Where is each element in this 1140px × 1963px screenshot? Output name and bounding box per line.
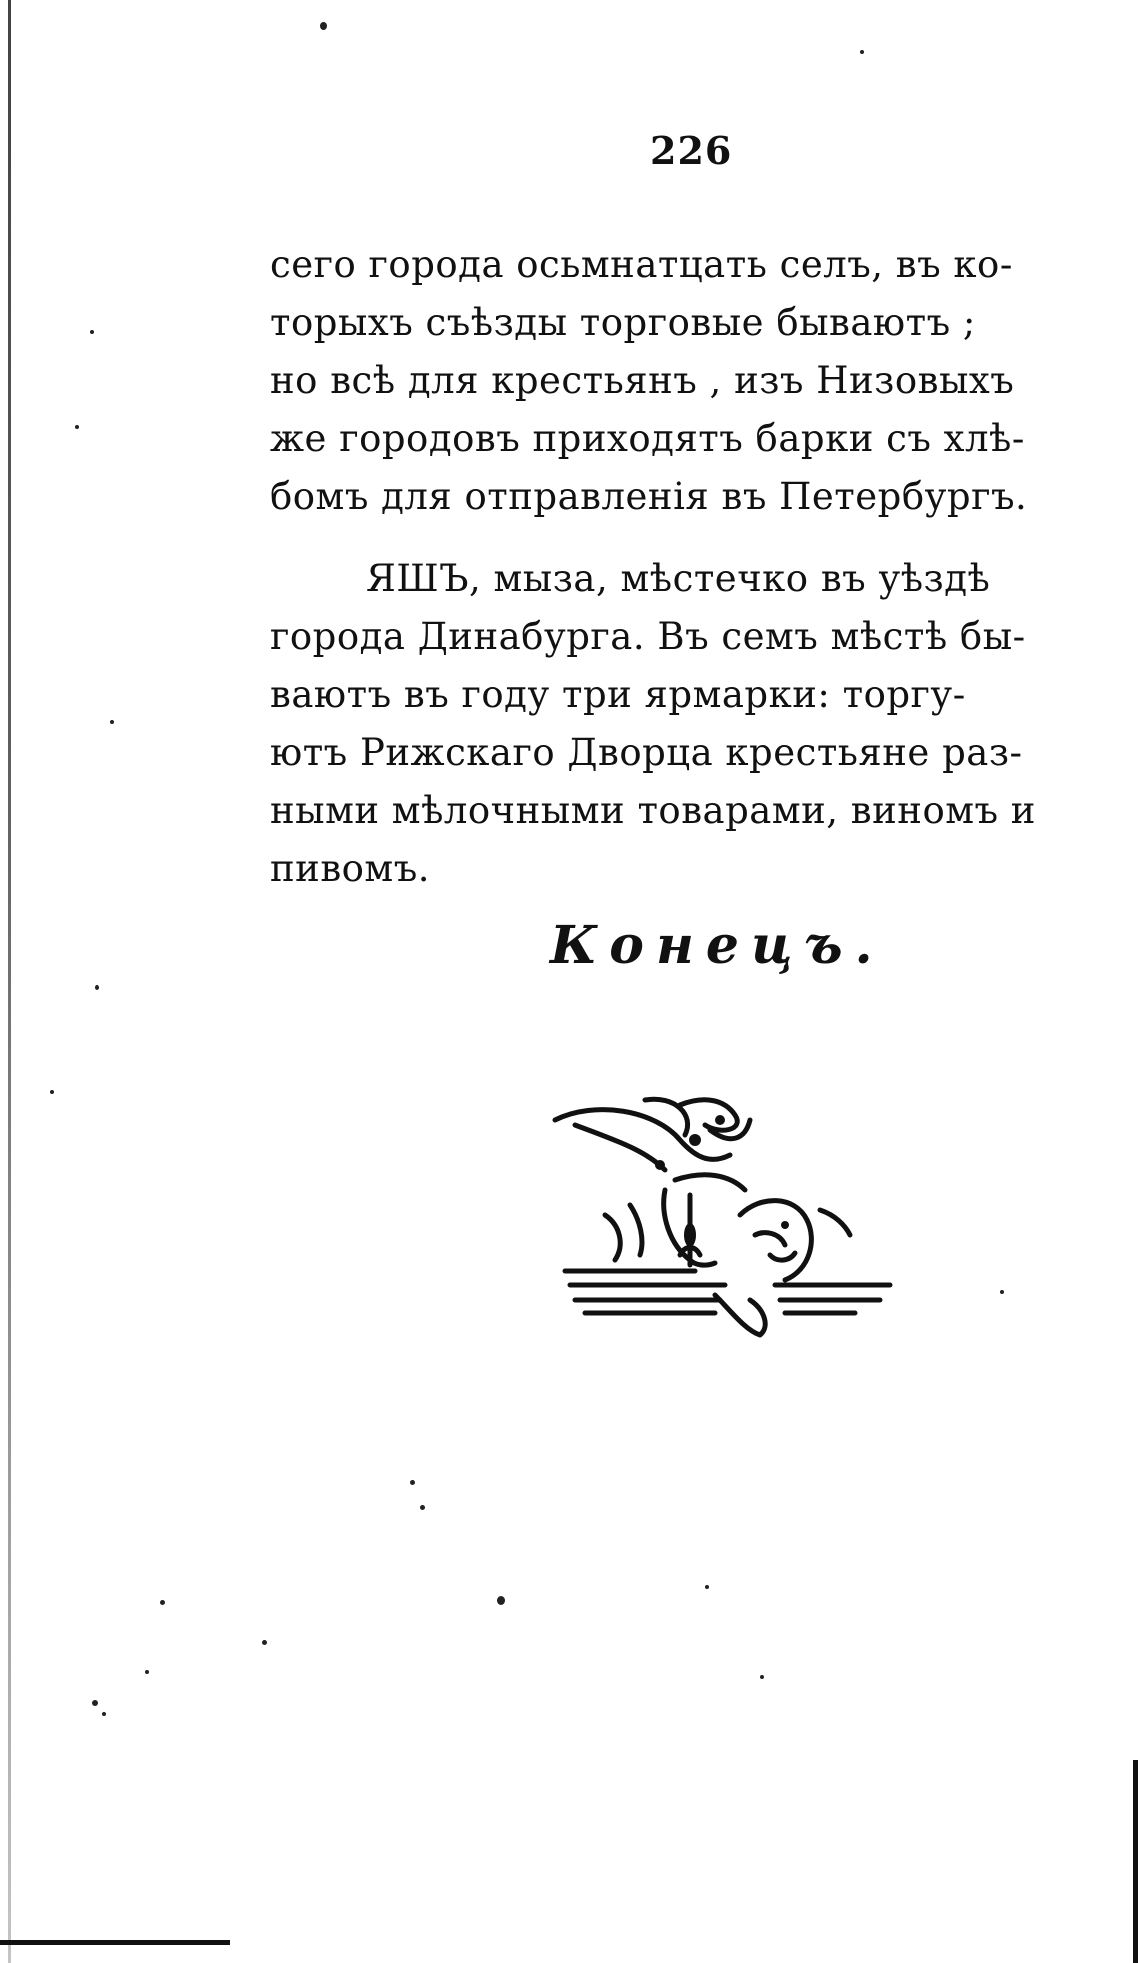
paragraph-2 (270, 550, 1100, 898)
text-line: но всѣ для крестьянъ , изъ Низовыхъ (270, 359, 1015, 402)
text-line: же городовъ приходятъ барки съ хлѣ- (270, 417, 1025, 460)
scan-speck (90, 330, 94, 334)
scan-edge-right (1133, 1760, 1138, 1963)
scan-speck (92, 1700, 98, 1706)
scan-speck (110, 720, 114, 724)
scan-speck (860, 50, 864, 54)
text-line: ваютъ въ году три ярмарки: торгу- (270, 673, 966, 716)
page-number: 226 (650, 128, 733, 173)
vignette-ornament-icon (545, 1095, 930, 1340)
text-line: сего города осьмнатцать селъ, въ ко- (270, 243, 1013, 286)
text-line: пивомъ. (270, 847, 431, 890)
text-line: бомъ для отправленія въ Петербургъ. (270, 475, 1028, 518)
scan-speck (420, 1505, 425, 1510)
scan-speck (705, 1585, 709, 1589)
scan-speck (1000, 1290, 1004, 1294)
scan-speck (95, 985, 99, 990)
text-line: ЯШЪ, мыза, мѣстечко въ уѣздѣ (366, 557, 991, 600)
scan-edge-left (8, 0, 11, 1963)
scan-speck (320, 22, 327, 30)
scan-speck (102, 1712, 106, 1716)
paragraph-1 (270, 236, 1100, 526)
scan-speck (145, 1670, 149, 1674)
scan-speck (262, 1640, 267, 1645)
scan-speck (760, 1675, 764, 1679)
scan-edge-bottom (0, 1940, 230, 1945)
closing-title: Конецъ. (550, 915, 885, 976)
text-line: ными мѣлочными товарами, виномъ и (270, 789, 1036, 832)
text-line: ютъ Рижскаго Дворца крестьяне раз- (270, 731, 1023, 774)
text-line: торыхъ съѣзды торговые бываютъ ; (270, 301, 976, 344)
scan-speck (497, 1596, 505, 1605)
scan-speck (410, 1480, 415, 1485)
scan-speck (160, 1600, 165, 1605)
scan-speck (75, 425, 79, 429)
text-line: города Динабурга. Въ семъ мѣстѣ бы- (270, 615, 1026, 658)
scan-speck (50, 1090, 54, 1094)
